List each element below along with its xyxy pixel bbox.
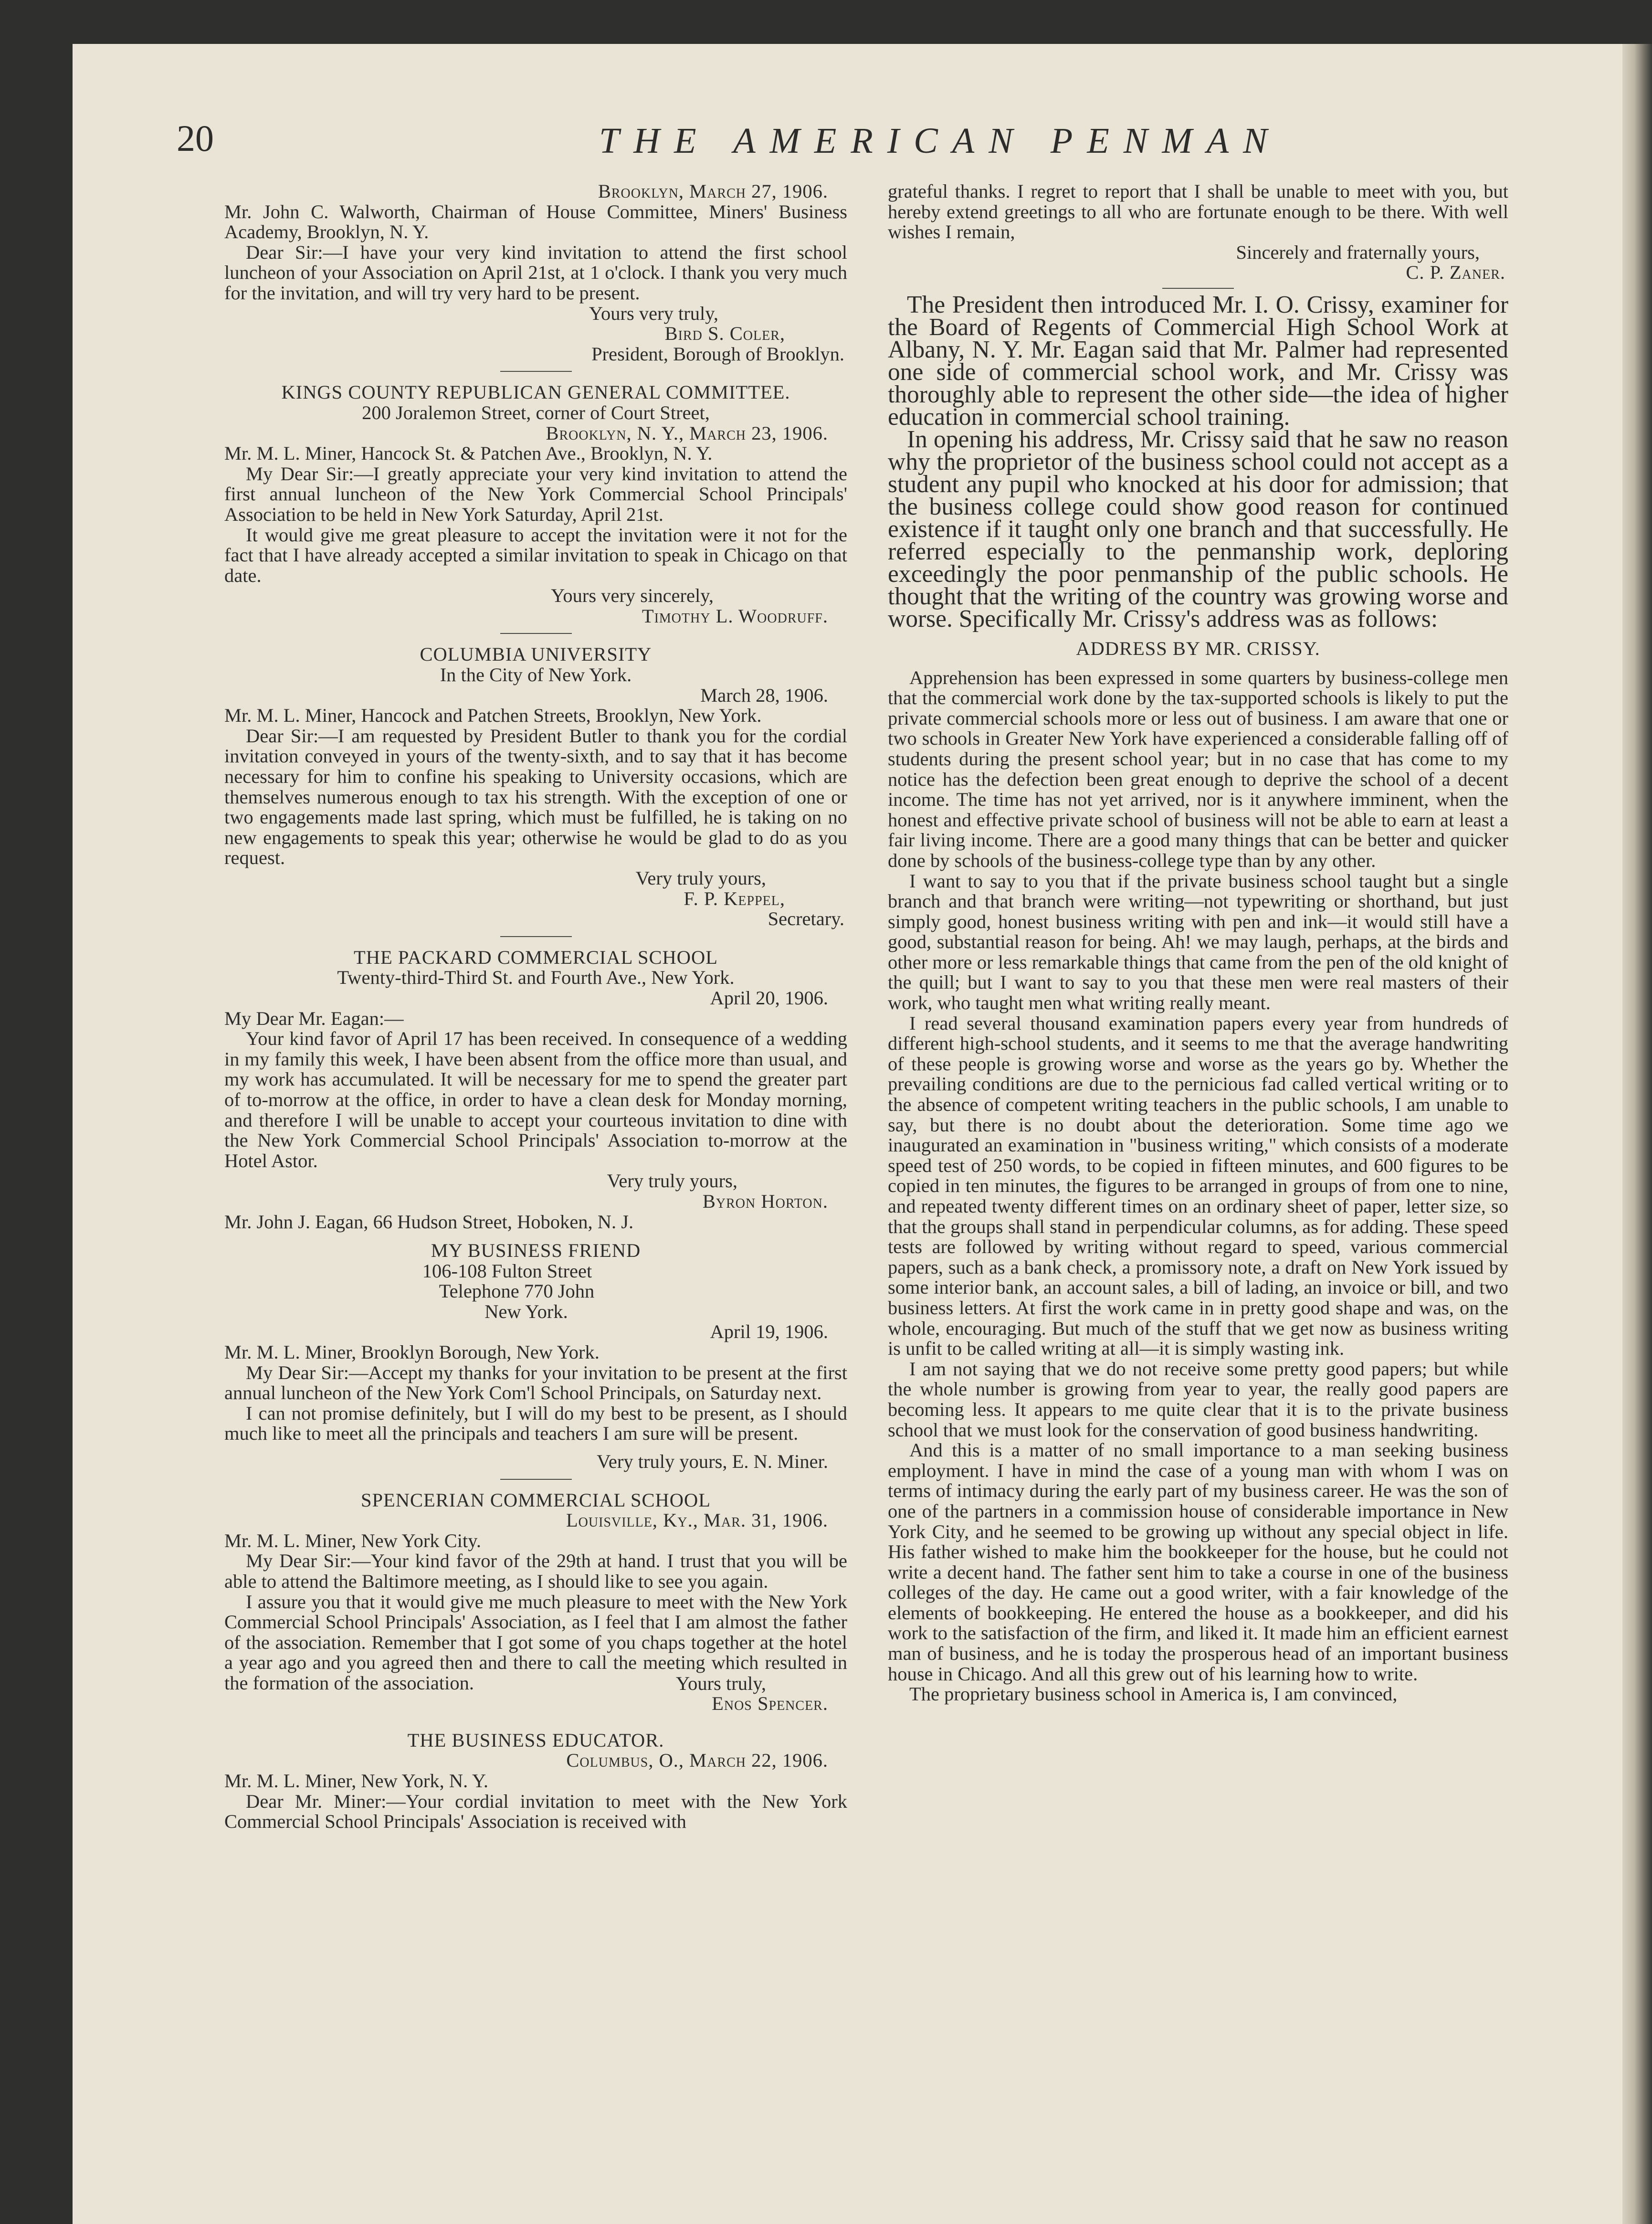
letter-body: It would give me great pleasure to accept the invitation were it not for the fact that I have already accepted a similar invitation to speak in Chicago on that date. (224, 524, 847, 586)
closing: Yours very sincerely, (551, 585, 714, 607)
address-paragraph: I want to say to you that if the private business school taught but a single branch and that branch were writing—not typewriting or shorthand, but just simply good, honest business writing with pen and ink—it would still have a good, substantial reason for being. Ah! we may laugh, perhaps, at the birds and other more or less remarkable things that came from the pen of the old knight of the quill; but I want to say to you that these men were real masters of their work, who taught men what writing really meant. (888, 870, 1508, 1014)
letterhead: THE BUSINESS EDUCATOR. (407, 1729, 664, 1751)
dateline: March 28, 1906. (700, 684, 828, 706)
letterhead: SPENCERIAN COMMERCIAL SCHOOL (360, 1489, 711, 1511)
letter-body: grateful thanks. I regret to report that I shall be unable to meet with you, but hereby extend greetings to all who are fortunate enough to be there. With well wishes I remain, (888, 180, 1508, 243)
letter-body: I assure you that it would give me much pleasure to meet with the New York Commercial School Principals' Association, as I feel that I am almost the father of the association. Remember that I got some of you chaps together at the hotel a year ago and you agreed then and there to call the meeting which resulted in the formation of the association. (224, 1591, 847, 1694)
signature: Bird S. Coler, (664, 323, 785, 345)
section-heading: ADDRESS BY MR. CRISSY. (1076, 637, 1320, 659)
spacer (888, 659, 1508, 668)
address-paragraph: Apprehension has been expressed in some quarters by business-college men that the commercial work done by the tax-supported schools is likely to put the private commercial schools more or less out of business. I am aware that one or two schools in Greater New York have experienced a considerable falling off of students during the present school year; but in no case that has come to my notice has the defection been great enough to deprive the school of a decent income. The time has not yet arrived, nor is it anywhere imminent, when the honest and effective private school of business will not be able to earn at least a fair living income. There are a good many things that can be better and quicker done by schools of the business-college type than by any other. (888, 666, 1508, 871)
letter-body: I can not promise definitely, but I will do my best to be present, as I should much like to meet all the principals and teachers I am sure will be present. (224, 1402, 847, 1444)
closing: Very truly yours, E. N. Miner. (597, 1451, 828, 1473)
dateline: Louisville, Ky., Mar. 31, 1906. (566, 1509, 828, 1531)
signature: Enos Spencer. (712, 1693, 828, 1715)
right-column (888, 181, 1508, 1705)
closing: Yours very truly, (589, 302, 718, 324)
letter-miner (224, 1241, 847, 1472)
address-paragraph: I am not saying that we do not receive some pretty good papers; but while the whole number is growing from year to year, the really good papers are becoming less. It appears to me quite clear that it is to the private business school that we must look for the conservation of good business handwriting. (888, 1358, 1508, 1441)
letter-zaner-end (888, 181, 1508, 283)
letterhead-address: 106-108 Fulton Street (422, 1260, 592, 1282)
addressee: Mr. M. L. Miner, Hancock and Patchen Streets, Brooklyn, New York. (224, 705, 762, 727)
divider (1162, 288, 1234, 289)
divider (500, 936, 572, 937)
letter-zaner-start (224, 1730, 847, 1832)
dateline: April 19, 1906. (710, 1321, 828, 1343)
letter-body: My Dear Sir:—Your kind favor of the 29th at hand. I trust that you will be able to attend the Baltimore meeting, as I should like to see you again. (224, 1550, 847, 1592)
letterhead: MY BUSINESS FRIEND (431, 1240, 641, 1262)
addressee: Mr. M. L. Miner, New York City. (224, 1529, 482, 1551)
intro-paragraph: In opening his address, Mr. Crissy said that he saw no reason why the proprietor of the business school could not accept as a student any pupil who knocked at his door for admission; that the business college could show good reason for continued existence if it taught only one branch and that successfully. He referred especially to the penmanship work, deploring exceedingly the poor penmanship of the public schools. He thought that the writing of the country was growing worse and worse. Specifically Mr. Crissy's address was as follows: (888, 425, 1508, 632)
letter-woodruff (224, 382, 847, 626)
page-number: 20 (177, 117, 214, 159)
signature: Timothy L. Woodruff. (642, 605, 828, 627)
letterhead: KINGS COUNTY REPUBLICAN GENERAL COMMITTEE. (281, 381, 790, 403)
letter-body: Dear Sir:—I am requested by President Butler to thank you for the cordial invitation conveyed in yours of the twenty-sixth, and to say that it has become necessary for him to confine his speaking to University occasions, which are themselves numerous enough to tax his strength. With the exception of one or two engagements made last spring, which must be fulfilled, he is taking on no new engagements to speak this year; otherwise he would be glad to do as you request. (224, 725, 847, 869)
addressee: My Dear Mr. Eagan:— (224, 1007, 404, 1029)
divider (500, 633, 572, 634)
closing: Very truly yours, (607, 1170, 737, 1192)
letterhead-address: Twenty-third-Third St. and Fourth Ave., New York. (337, 967, 735, 989)
addressee: Mr. M. L. Miner, New York, N. Y. (224, 1770, 489, 1792)
address-paragraph: I read several thousand examination papers every year from hundreds of different high-school students, and it seems to me that the average handwriting of these people is growing worse and worse as the years go by. Whether the prevailing conditions are due to the pernicious fad called vertical writing or to the absence of competent writing teachers in the public schools, I am unable to say, but there is no doubt about the deterioration. Some time ago we inaugurated an examination in "business writing," which consists of a moderate speed test of 250 words, to be copied in fifteen minutes, and 600 figures to be copied in ten minutes, the figures to be arranged in groups of from one to nine, and repeated twenty different times on an ordinary sheet of paper, letter size, so that the groups shall stand in perpendicular columns, as for adding. These speed tests are followed by writing without regard to speed, various commercial papers, such as a bank check, a promissory note, a draft on New York issued by some interior bank, an account sales, a bill of lading, an invoice or bill, and two business letters. At first the work came in in pretty good shape and was, on the whole, encouraging. But much of the stuff that we get now as business writing is unfit to be called writing at all—it is simply wasting ink. (888, 1012, 1508, 1360)
left-column (224, 181, 847, 1832)
dateline: Columbus, O., March 22, 1906. (566, 1750, 828, 1771)
intro-paragraph: The President then introduced Mr. I. O. Crissy, examiner for the Board of Regents of Commercial High School Work at Albany, N. Y. Mr. Eagan said that Mr. Palmer had represented one side of commercial school work, and Mr. Crissy was thoroughly able to represent the other side—the idea of higher education in commercial school training. (888, 291, 1508, 431)
signature: Byron Horton. (702, 1190, 828, 1212)
address-paragraph: And this is a matter of no small importance to a man seeking business employment. I have in mind the case of a young man with whom I was on terms of intimacy during the early part of my business career. He was the son of one of the partners in a commission house of considerable importance in New York City, and he seemed to be growing up without any special object in life. His father wished to make him the bookkeeper for the house, but he could not write a decent hand. The father sent him to take a course in one of the business colleges of the day. He came out a good writer, with a fair knowledge of the elements of bookkeeping. He entered the house as a bookkeeper, and did his work to the satisfaction of the firm, and liked it. It made him an efficient earnest man of business, and he is today the prosperous head of an important business house in Chicago. And all this grew out of his learning how to write. (888, 1439, 1508, 1685)
letter-columbia (224, 644, 847, 929)
signature-title: Secretary. (768, 908, 844, 930)
spacer (224, 1714, 847, 1730)
closing: Sincerely and fraternally yours, (1236, 241, 1480, 263)
signature: C. P. Zaner. (1406, 262, 1505, 284)
letter-packard (224, 948, 847, 1232)
letter-body: Dear Mr. Miner:—Your cordial invitation to meet with the New York Commercial School Principals' Association is received with (224, 1790, 847, 1833)
signature: F. P. Keppel, (684, 887, 785, 909)
addressee: Mr. M. L. Miner, Brooklyn Borough, New York. (224, 1341, 600, 1363)
dateline: Brooklyn, N. Y., March 23, 1906. (546, 422, 828, 444)
letter-body: Your kind favor of April 17 has been received. In consequence of a wedding in my family this week, I have been absent from the office more than usual, and my work has accumulated. It will be necessary for me to spend the greater part of to-morrow at the office, in order to have a clean desk for Monday morning, and therefore I will be unable to accept your courteous invitation to dine with the New York Commercial School Principals' Association to-morrow at the Hotel Astor. (224, 1028, 847, 1171)
letterhead-city: New York. (484, 1300, 568, 1322)
letter-body: My Dear Sir:—I greatly appreciate your very kind invitation to attend the first annual luncheon of the New York Commercial School Principals' Association to be held in New York Saturday, April 21st. (224, 463, 847, 525)
address-paragraph: The proprietary business school in America is, I am convinced, (909, 1683, 1398, 1705)
addressee-footer: Mr. John J. Eagan, 66 Hudson Street, Hoboken, N. J. (224, 1211, 634, 1233)
closing: Yours truly, (675, 1672, 766, 1694)
letter-spencer (224, 1490, 847, 1714)
letter-body: Dear Sir:—I have your very kind invitation to attend the first school luncheon of your Association on April 21st, at 1 o'clock. I thank you very much for the invitation, and will try very hard to be present. (224, 241, 847, 304)
closing: Very truly yours, (635, 867, 766, 889)
letterhead-address: In the City of New York. (440, 664, 632, 686)
letterhead: COLUMBIA UNIVERSITY (420, 643, 652, 665)
letterhead-phone: Telephone 770 John (439, 1280, 595, 1302)
letter-coler (224, 181, 847, 364)
addressee: Mr. M. L. Miner, Hancock St. & Patchen Ave., Brooklyn, N. Y. (224, 443, 713, 464)
letterhead: THE PACKARD COMMERCIAL SCHOOL (354, 946, 718, 968)
letterhead-address: 200 Joralemon Street, corner of Court Street, (362, 401, 710, 423)
addressee: Mr. John C. Walworth, Chairman of House Committee, Miners' Business Academy, Brooklyn, N. Y. (224, 200, 847, 243)
divider (500, 1479, 572, 1480)
letter-body: My Dear Sir:—Accept my thanks for your invitation to be present at the first annual luncheon of the New York Com'l School Principals, on Saturday next. (224, 1361, 847, 1404)
running-title: THE AMERICAN PENMAN (599, 121, 1282, 161)
book-spine (1622, 44, 1652, 2224)
divider (500, 371, 572, 372)
signature-title: President, Borough of Brooklyn. (591, 343, 844, 365)
dateline: Brooklyn, March 27, 1906. (598, 180, 828, 202)
dateline: April 20, 1906. (710, 987, 828, 1009)
